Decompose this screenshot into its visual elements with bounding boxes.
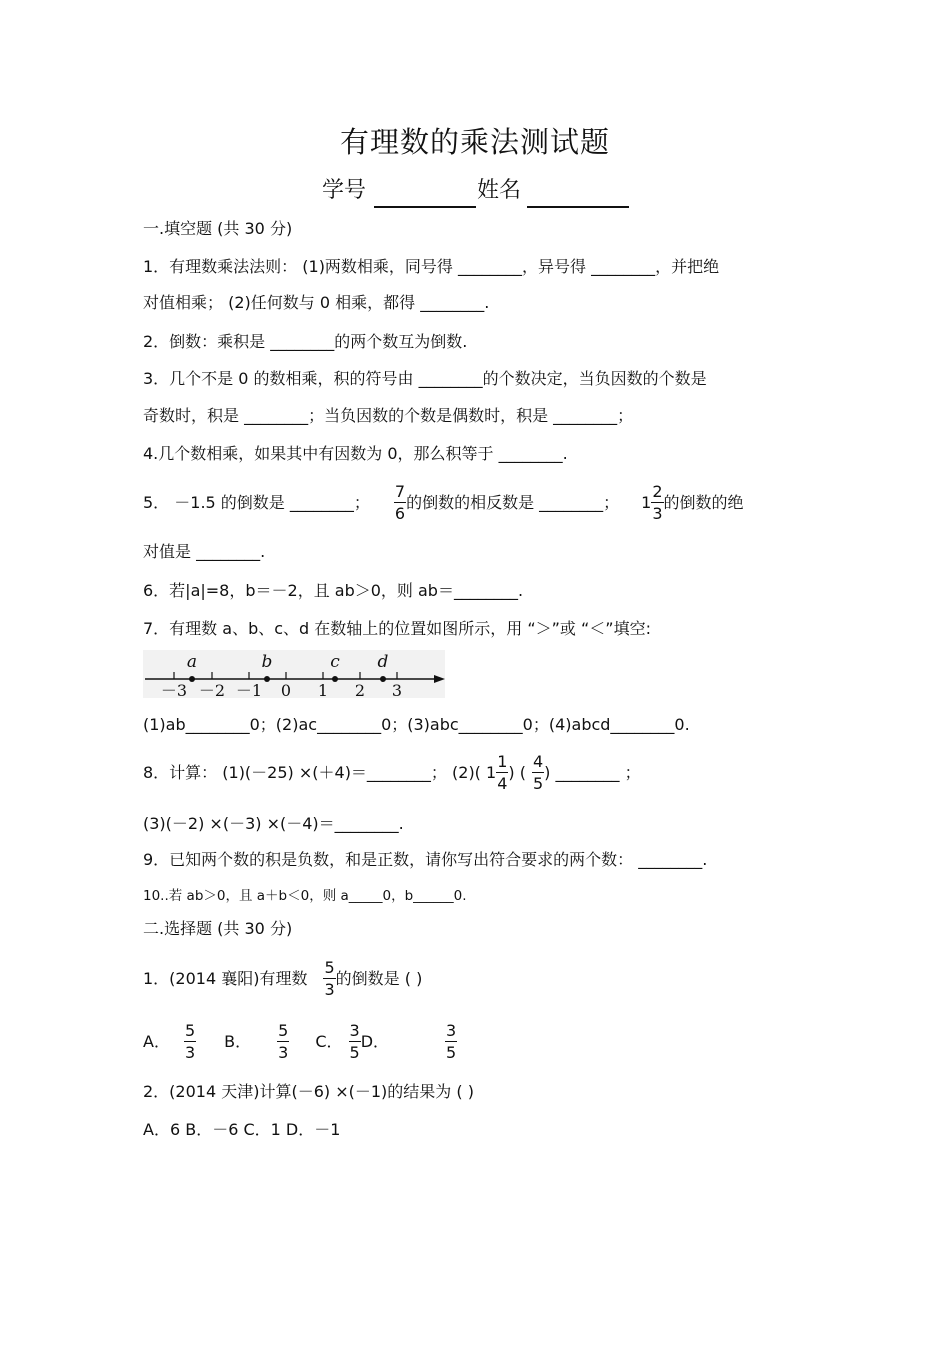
section-choice-heading: 二.选择题 (共 30 分) (143, 919, 293, 938)
q4: 4.几个数相乘，如果其中有因数为 0，那么积等于 ________. (143, 444, 568, 463)
number-line-tick-label: 1 (317, 681, 329, 698)
q8-part3: ) ________ ； (544, 763, 641, 782)
option-b-label: B． (224, 1032, 252, 1051)
q3-line2: 奇数时，积是 ________；当负因数的个数是偶数时，积是 ________； (143, 406, 634, 425)
q5-mixed-whole: 1 (641, 493, 652, 512)
option-d-fraction: $\frac{3}{5}$ (446, 1021, 457, 1062)
number-line-point-c (332, 676, 338, 682)
number-line-tick-label: 2 (354, 681, 366, 698)
q5-part3: 的倒数的绝 (663, 493, 744, 512)
q7-text: 7．有理数 a、b、c、d 在数轴上的位置如图所示，用 “＞”或 “＜”填空: (143, 619, 651, 638)
q5-line1 (143, 484, 744, 522)
q5-fraction-2-3: $\frac{2}{3}$ (652, 482, 663, 523)
q5-fraction-7-6: $\frac{7}{6}$ (394, 482, 406, 523)
number-line-tick-label: －3 (160, 681, 188, 698)
number-line-point-d (380, 676, 386, 682)
choice-q2-options: A．6 B．－6 C．1 D．－1 (143, 1120, 341, 1139)
q8-fraction-4-5: $\frac{4}{5}$ (532, 752, 544, 793)
q3-line1: 3．几个不是 0 的数相乘，积的符号由 ________的个数决定，当负因数的个数是 (143, 369, 707, 388)
q7-answers: (1)ab________0；(2)ac________0；(3)abc________0；(4)abcd________0. (143, 715, 690, 734)
q8-line1 (143, 752, 641, 794)
number-line-tick-label: 0 (280, 681, 292, 698)
student-id-blank (374, 186, 476, 208)
section-fill-heading: 一.填空题 (共 30 分) (143, 219, 293, 238)
q5-part2: 的倒数的相反数是 ________； (406, 493, 620, 512)
q9: 9．已知两个数的积是负数，和是正数，请你写出符合要求的两个数： ________. (143, 850, 708, 869)
q6: 6．若|a|=8，b＝－2，且 ab＞0，则 ab＝________. (143, 581, 524, 600)
choice-q1-options (143, 1020, 457, 1064)
student-name-label: 姓名 (477, 178, 522, 203)
number-line-tick-label: －2 (198, 681, 226, 698)
choice-q1-tail: 的倒数是 ( ) (335, 969, 423, 988)
number-line-tick-label: 3 (391, 681, 403, 698)
option-b-fraction: $\frac{5}{3}$ (278, 1021, 289, 1062)
student-name-blank (527, 186, 629, 208)
number-line-point-b (264, 676, 270, 682)
option-c-label: C． (315, 1032, 343, 1051)
choice-q2: 2．(2014 天津)计算(－6) ×(－1)的结果为 ( ) (143, 1082, 474, 1101)
q1-line2: 对值相乘； (2)任何数与 0 相乘，都得 ________. (143, 293, 490, 312)
choice-q1-fraction: $\frac{5}{3}$ (324, 958, 335, 999)
q1-line1: 1．有理数乘法法则： (1)两数相乘，同号得 ________，异号得 ________，并把绝 (143, 257, 720, 276)
q2: 2．倒数：乘积是 ________的两个数互为倒数. (143, 332, 468, 351)
q5-line2: 对值是 ________. (143, 542, 266, 561)
q8-fraction-1-4: $\frac{1}{4}$ (497, 752, 508, 793)
option-c-fraction: $\frac{3}{5}$ (349, 1021, 360, 1062)
number-line-point-label-c: c (330, 652, 340, 672)
number-line-tick-label: －1 (235, 681, 263, 698)
option-a-fraction: $\frac{5}{3}$ (184, 1021, 196, 1062)
q8-line2: (3)(－2) ×(－3) ×(－4)＝________. (143, 814, 404, 833)
number-line-point-label-d: d (377, 652, 389, 672)
choice-q1-text: 1．(2014 襄阳)有理数 (143, 969, 308, 988)
q10: 10..若 ab＞0，且 a＋b＜0，则 a_____0，b______0. (143, 888, 467, 904)
option-d-label: D． (360, 1032, 390, 1051)
number-line-point-label-a: a (186, 652, 198, 672)
student-id-label: 学号 (322, 178, 367, 203)
page-title: 有理数的乘法测试题 (339, 125, 610, 159)
q8-part1: 8．计算： (1)(－25) ×(＋4)＝________； (2)( 1 (143, 763, 497, 782)
q5-part1: 5． －1.5 的倒数是 ________； (143, 493, 370, 512)
q8-part2: ) ( (508, 763, 526, 782)
option-a-label: A． (143, 1032, 170, 1051)
number-line-figure (143, 650, 445, 698)
choice-q1 (143, 958, 422, 1000)
number-line-point-label-b: b (261, 652, 273, 672)
number-line-point-a (189, 676, 195, 682)
